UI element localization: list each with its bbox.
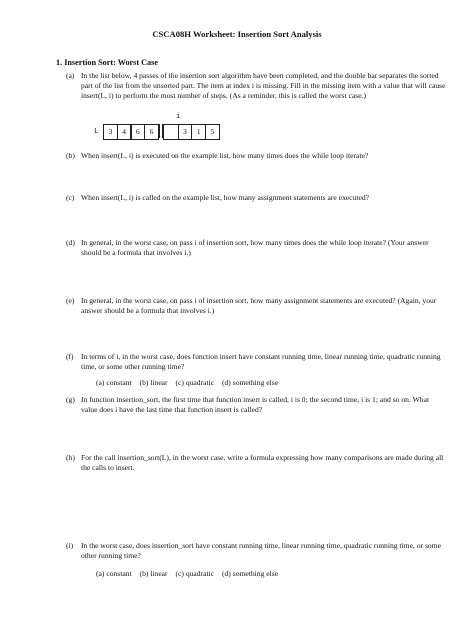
list-cells (104, 124, 220, 140)
list-cell: 5 (205, 124, 220, 140)
missing-cell[interactable] (163, 124, 179, 140)
question-d (66, 238, 446, 258)
question-b-label: (b) (66, 151, 75, 160)
choice-constant[interactable]: (a) constant (96, 378, 132, 387)
question-e (66, 296, 446, 316)
section-title: 1. Insertion Sort: Worst Case (56, 58, 158, 67)
index-i-label: i (176, 113, 181, 121)
list-cell: 3 (103, 124, 118, 140)
question-c (66, 193, 446, 203)
list-cell: 6 (144, 124, 159, 140)
question-d-label: (d) (66, 238, 75, 247)
question-b (66, 151, 446, 161)
question-f (66, 352, 446, 372)
question-a-label: (a) (66, 71, 75, 80)
question-f-text: In terms of i, in the worst case, does function insert have constant running time, linear running time, quadratic running time, or some other running time? (81, 352, 441, 371)
choice-something-else[interactable]: (d) something else (221, 378, 279, 387)
choice-quadratic[interactable]: (c) quadratic (175, 569, 215, 578)
list-diagram (94, 112, 254, 146)
list-cell: 4 (117, 124, 132, 140)
question-f-choices (96, 378, 284, 388)
choice-quadratic[interactable]: (c) quadratic (175, 378, 215, 387)
list-name-label: L (94, 128, 99, 136)
question-e-text: In general, in the worst case, on pass i of insertion sort, how many assignment statements are executed? (Again, your answer should be a formula that involves i.) (81, 296, 437, 315)
question-b-text: When insert(L, i) is executed on the example list, how many times does the while loop iterate? (81, 151, 369, 160)
question-g-text: In function insertion_sort, the first time that function insert is called, i is 0; the second time, i is 1; and so on. What value does i have the last time that function insert is called? (81, 395, 430, 414)
question-i-choices (96, 569, 284, 579)
question-a (66, 71, 446, 101)
question-h-label: (h) (66, 453, 75, 462)
list-cell: 3 (178, 124, 193, 140)
question-c-text: When insert(L, i) is called on the example list, how many assignment statements are executed? (81, 193, 370, 202)
choice-constant[interactable]: (a) constant (96, 569, 132, 578)
question-g-label: (g) (66, 395, 75, 404)
question-h (66, 453, 446, 473)
question-f-label: (f) (66, 352, 74, 361)
choice-something-else[interactable]: (d) something else (221, 569, 279, 578)
question-i-label: (i) (66, 541, 74, 550)
question-i-text: In the worst case, does insertion_sort have constant running time, linear running time, quadratic running time, or some other running time? (81, 541, 441, 560)
question-a-text: In the list below, 4 passes of the insertion sort algorithm have been completed, and the double bar separates the sorted part of the list from the unsorted part. The item at index i is missing. Fill in the missing item with a value that will cause insert(L, i) to perform the most number of steps. (As a reminder, this is called the worst case.) (81, 71, 446, 100)
question-e-label: (e) (66, 296, 75, 305)
list-cell: 6 (131, 124, 146, 140)
choice-linear[interactable]: (b) linear (139, 378, 168, 387)
question-c-label: (c) (66, 193, 75, 202)
list-cell: 1 (191, 124, 206, 140)
page-title: CSCA08H Worksheet: Insertion Sort Analysis (152, 29, 322, 39)
question-d-text: In general, in the worst case, on pass i of insertion sort, how many times does the while loop iterate? (Your answer should be a formula that involves i.) (81, 238, 429, 257)
choice-linear[interactable]: (b) linear (139, 569, 168, 578)
question-i (66, 541, 446, 561)
question-h-text: For the call insertion_sort(L), in the worst case, write a formula expressing how many comparisons are made during all the calls to insert. (81, 453, 444, 472)
question-g (66, 395, 446, 415)
